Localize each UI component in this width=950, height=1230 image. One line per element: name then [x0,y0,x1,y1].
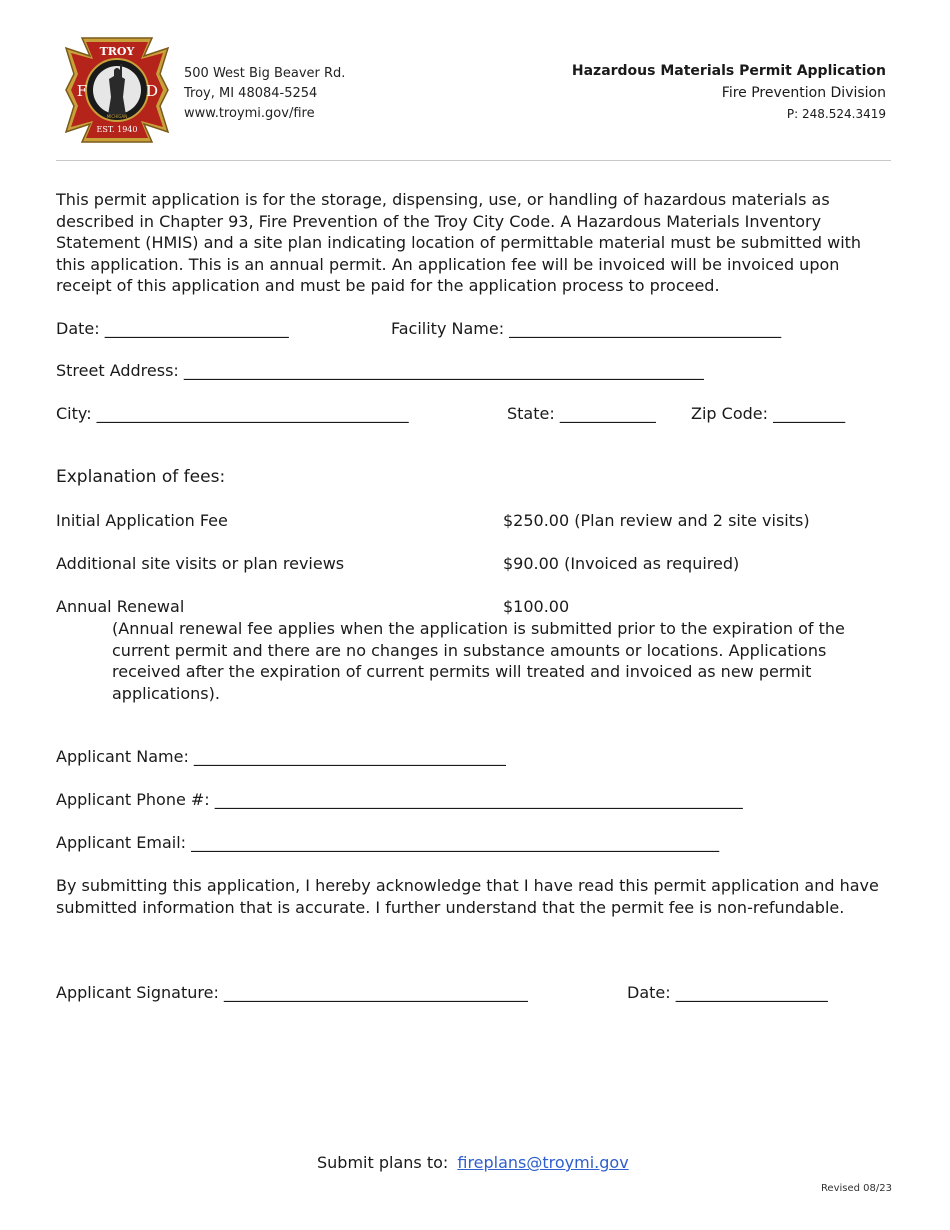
address-website: www.troymi.gov/fire [184,106,315,121]
applicant-phone-field[interactable]: Applicant Phone #: __________________________________________________________________ [56,790,743,809]
intro-line: this application. This is an annual permit. An application fee will be invoiced will be invoiced upon [56,254,840,274]
logo-right-letter: D [145,82,159,100]
acknowledgement-paragraph [56,875,906,918]
renewal-note-line: applications). [112,683,220,703]
renewal-note-line: (Annual renewal fee applies when the application is submitted prior to the expiration of the [112,619,845,638]
fee-label-renewal: Annual Renewal [56,597,185,616]
intro-paragraph [56,189,896,297]
intro-line: This permit application is for the storage, dispensing, use, or handling of hazardous materials as [56,190,830,209]
troy-fire-department-logo [62,34,172,146]
division-name: Fire Prevention Division [721,85,886,101]
submit-plans-line [317,1152,629,1173]
intro-line: Statement (HMIS) and a site plan indicating location of permittable material must be submitted with [56,233,862,252]
submit-email-link[interactable]: fireplans@troymi.gov [457,1153,629,1172]
document-header [572,60,886,124]
intro-line: receipt of this application and must be paid for the application process to proceed. [56,276,720,295]
intro-line: described in Chapter 93, Fire Prevention of the Troy City Code. A Hazardous Materials Inventory [56,211,822,231]
logo-top-text: TROY [99,45,135,58]
document-title: Hazardous Materials Permit Application [571,63,886,79]
city-field[interactable]: City: _______________________________________ [56,404,409,423]
facility-name-field[interactable]: Facility Name: __________________________________ [391,319,782,338]
header-divider [56,160,891,161]
renewal-note-line: current permit and there are no changes in substance amounts or locations. Applications [112,640,827,660]
zip-code-field[interactable]: Zip Code: _________ [691,404,846,423]
logo-est-text: EST. 1940 [96,125,138,134]
applicant-name-field[interactable]: Applicant Name: _______________________________________ [56,747,506,766]
address-line-2: Troy, MI 48084-5254 [184,86,318,101]
address-line-1: 500 West Big Beaver Rd. [184,66,346,81]
applicant-signature-field[interactable]: Applicant Signature: ______________________________________ [56,983,528,1002]
signature-date-field[interactable]: Date: ___________________ [627,983,828,1002]
date-field[interactable]: Date: _______________________ [56,319,289,338]
submit-plans-label: Submit plans to: [317,1153,449,1172]
division-phone: P: 248.524.3419 [786,107,886,121]
applicant-email-field[interactable]: Applicant Email: __________________________________________________________________ [56,833,720,852]
street-address-field[interactable]: Street Address: _________________________________________________________________ [56,361,704,380]
logo-left-letter: F [76,82,88,100]
acknowledgement-line: submitted information that is accurate. I further understand that the permit fee is non-refundable. [56,897,845,917]
renewal-note [112,618,912,704]
address-block [184,64,345,124]
fee-amount-renewal: $100.00 [503,597,570,616]
fee-label-additional: Additional site visits or plan reviews [56,554,345,573]
acknowledgement-line: By submitting this application, I hereby acknowledge that I have read this permit application and have [56,876,879,895]
fee-amount-initial: $250.00 (Plan review and 2 site visits) [503,511,810,530]
fees-heading: Explanation of fees: [56,467,226,487]
logo-sub-text: MICHIGAN [106,114,128,119]
renewal-note-line: received after the expiration of current permits will treated and invoiced as new permit [112,662,812,681]
revision-date: Revised 08/23 [820,1183,892,1194]
state-field[interactable]: State: ____________ [507,404,656,423]
fee-label-initial: Initial Application Fee [56,511,228,530]
fee-amount-additional: $90.00 (Invoiced as required) [503,554,740,573]
